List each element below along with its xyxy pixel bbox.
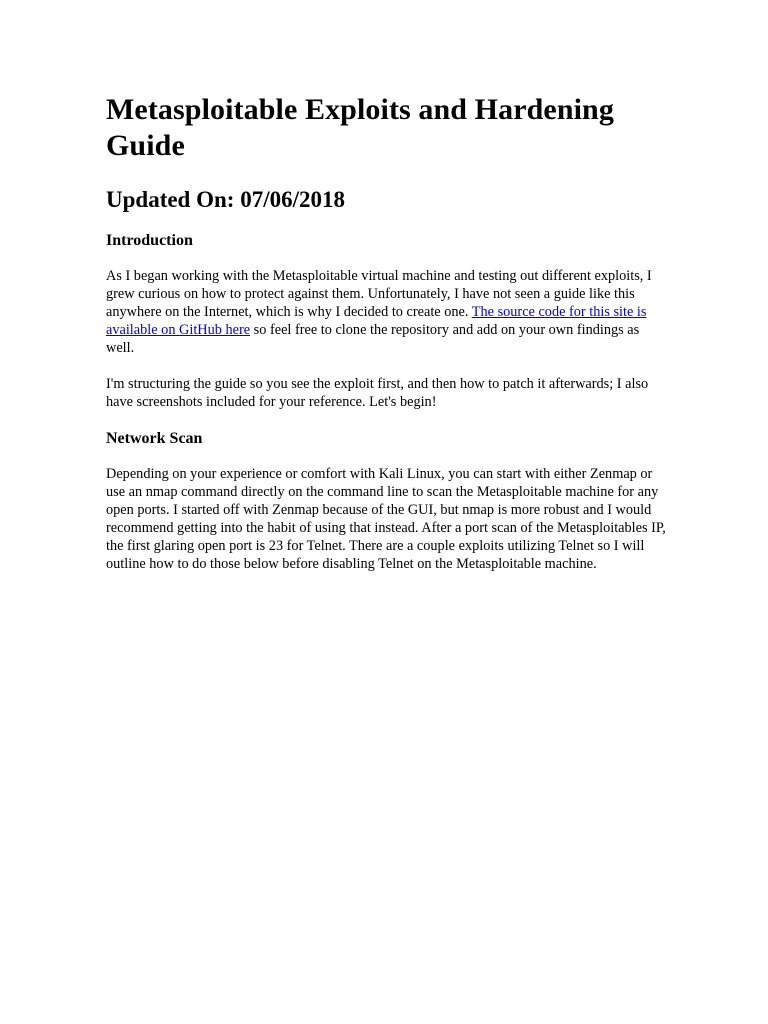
introduction-text-after-link: so feel free to clone the repository and add on your own findings as well. bbox=[106, 322, 640, 356]
network-scan-paragraph-1: Depending on your experience or comfort with Kali Linux, you can start with either Zenmap or use an nmap command directly on the command line to scan the Metasploitable machine for any open ports. I started off with Zenmap because of the GUI, but nmap is more robust and I would recommend getting into the habit of using that instead. After a port scan of the Metasploitables IP, the first glaring open port is 23 for Telnet. There are a couple exploits utilizing Telnet so I will outline how to do those below before disabling Telnet on the Metasploitable machine. bbox=[106, 466, 666, 572]
github-source-link[interactable]: The source code for this site is available on GitHub here bbox=[106, 304, 647, 338]
section-introduction bbox=[106, 231, 668, 411]
page-title: Metasploitable Exploits and Hardening Guide bbox=[106, 93, 614, 162]
introduction-paragraph-2: I'm structuring the guide so you see the exploit first, and then how to patch it afterwards; I also have screenshots included for your reference. Let's begin! bbox=[106, 376, 649, 410]
introduction-paragraph-1 bbox=[106, 267, 668, 357]
section-network-scan bbox=[106, 429, 668, 573]
section-heading-introduction: Introduction bbox=[106, 232, 193, 249]
introduction-text-before-link: As I began working with the Metasploitable virtual machine and testing out different exploits, I grew curious on how to protect against them. Unfortunately, I have not seen a guide like this anywhere on the Internet, which is why I decided to create one. bbox=[106, 268, 652, 320]
updated-date: Updated On: 07/06/2018 bbox=[106, 187, 345, 212]
section-heading-network-scan: Network Scan bbox=[106, 430, 203, 447]
